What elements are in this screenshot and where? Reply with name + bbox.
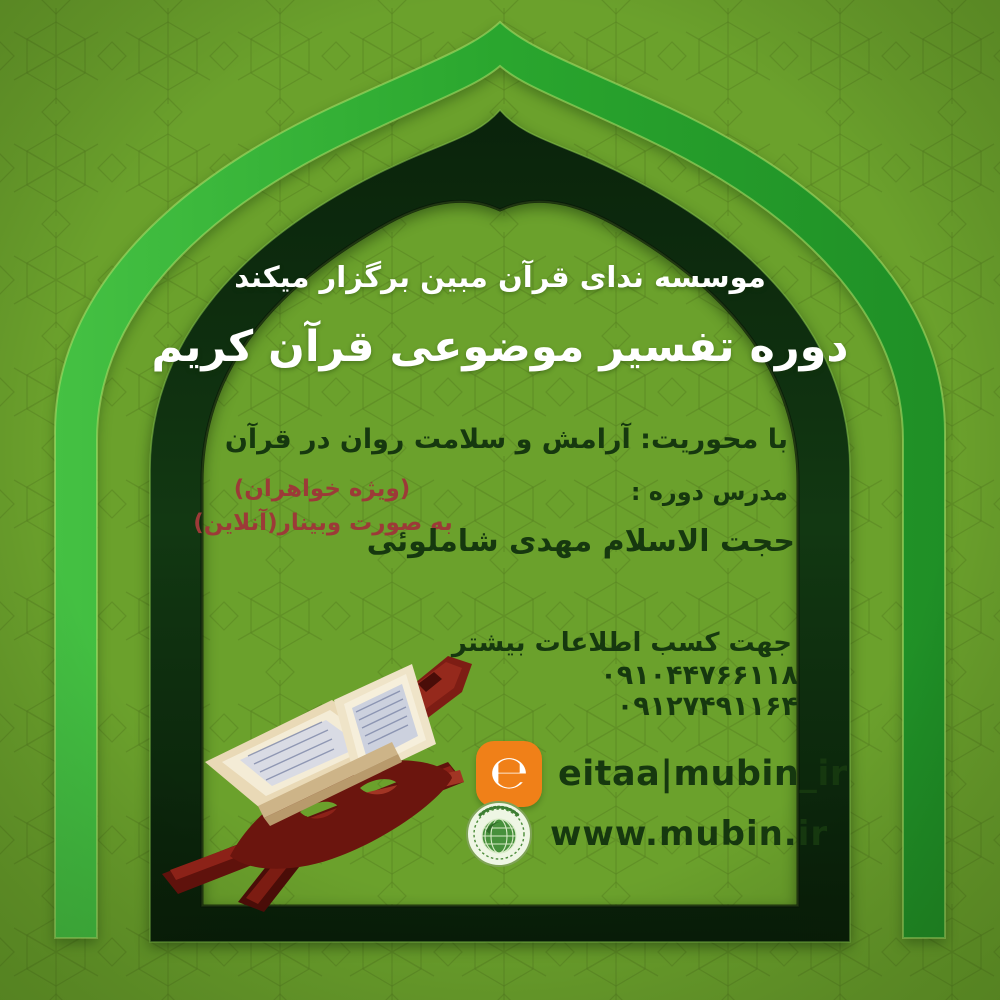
audience-note: (ویژه خواهران)	[233, 476, 411, 502]
eitaa-row	[476, 740, 848, 808]
eitaa-icon	[476, 741, 542, 807]
course-title: دوره تفسیر موضوعی قرآن کریم	[151, 322, 849, 372]
eitaa-handle: eitaa|mubin_ir	[558, 754, 848, 794]
phone-number-2: ۰۹۱۲۷۴۹۱۱۶۴	[616, 691, 798, 722]
phone-number-1: ۰۹۱۰۴۴۷۶۶۱۱۸	[600, 660, 798, 691]
instructor-name: حجت الاسلام مهدی شاملوئی	[366, 524, 795, 559]
website-url: www.mubin.ir	[550, 814, 829, 854]
format-note: به صورت وبینار(آنلاین)	[193, 510, 453, 536]
organizer-line: موسسه ندای قرآن مبین برگزار میکند	[234, 260, 766, 294]
eitaa-glyph: ℮	[489, 745, 529, 799]
instructor-label: مدرس دوره :	[630, 478, 788, 506]
institute-logo	[466, 801, 532, 867]
course-focus-line: با محوریت: آرامش و سلامت روان در قرآن	[224, 424, 788, 455]
info-heading: جهت کسب اطلاعات بیشتر	[451, 628, 792, 658]
website-row	[466, 800, 828, 868]
